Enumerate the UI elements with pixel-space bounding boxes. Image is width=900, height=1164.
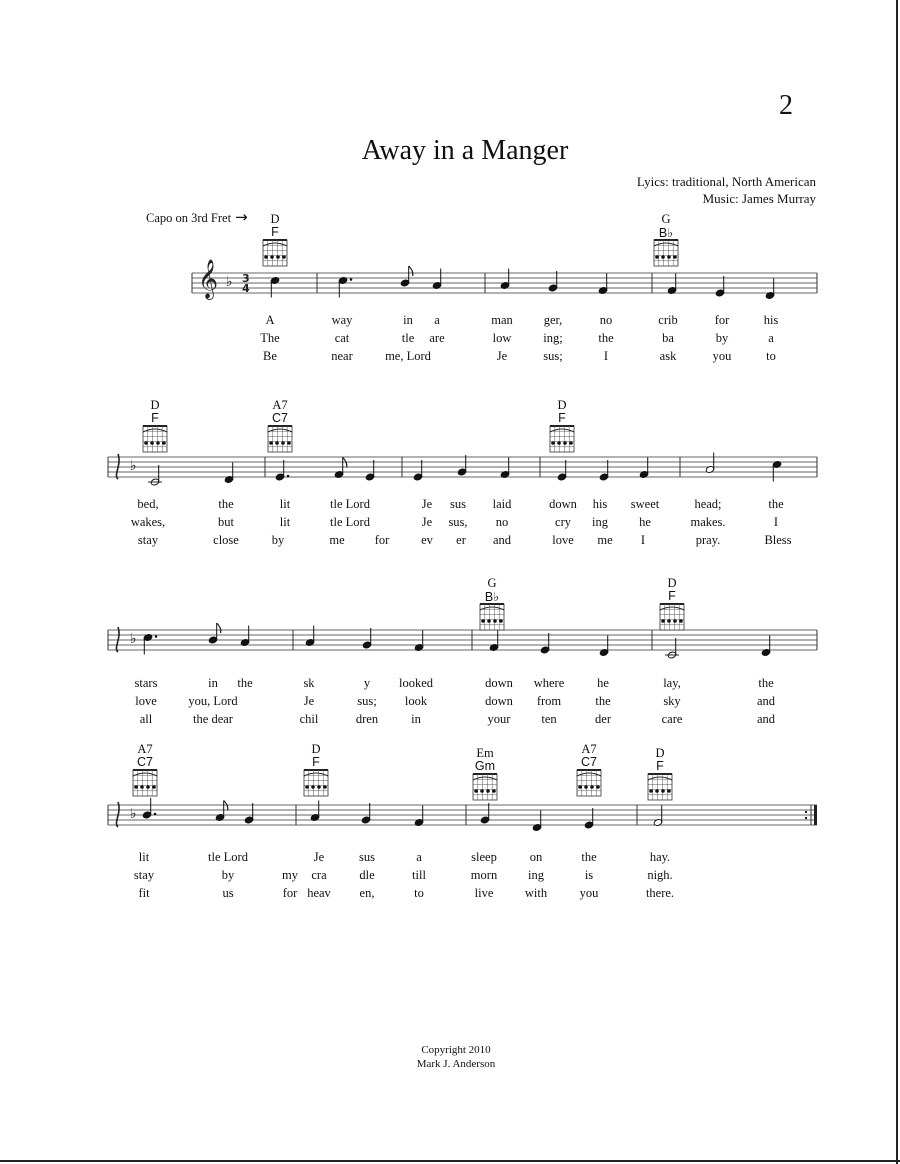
chord-diagram: [660, 604, 684, 630]
chord-name: D: [150, 398, 160, 412]
lyric-syllable: the: [598, 331, 614, 345]
chord-finger-dot: [269, 441, 273, 445]
chord-diagram: [577, 770, 601, 796]
lyric-syllable: you, Lord: [188, 694, 238, 708]
lyric-syllable: the: [581, 850, 597, 864]
lyric-syllable: ing: [592, 515, 608, 529]
lyric-syllable: he: [597, 676, 609, 690]
lyric-syllable: wakes,: [130, 515, 166, 529]
lyric-syllable: me: [329, 533, 345, 547]
chord-diagram: [304, 770, 328, 796]
lyric-syllable: the: [237, 676, 253, 690]
lyric-syllable: cat: [334, 331, 350, 345]
note-dot: [154, 813, 157, 816]
lyric-syllable: Je: [421, 497, 433, 511]
chord-shape-name: F: [558, 411, 566, 425]
chord-finger-dot: [679, 619, 683, 623]
lyric-syllable: heav: [307, 886, 331, 900]
chord-finger-dot: [667, 789, 671, 793]
chord-finger-dot: [317, 785, 321, 789]
lyric-syllable: tle Lord: [330, 515, 370, 529]
lyric-syllable: ba: [662, 331, 674, 345]
chord-name: D: [655, 746, 665, 760]
chord-finger-dot: [276, 255, 280, 259]
lyric-syllable: all: [139, 712, 153, 726]
chord-finger-dot: [474, 789, 478, 793]
lyric-syllable: down: [485, 694, 513, 708]
lyric-syllable: ask: [659, 349, 677, 363]
lyric-syllable: der: [595, 712, 611, 726]
lyric-syllable: bed,: [137, 497, 159, 511]
chord-finger-dot: [162, 441, 166, 445]
note-flag: [409, 266, 413, 276]
chord-finger-dot: [480, 789, 484, 793]
chord-finger-dot: [134, 785, 138, 789]
chord-finger-dot: [270, 255, 274, 259]
note-flag: [217, 623, 221, 633]
lyric-syllable: care: [661, 712, 683, 726]
flat-icon: ♭: [130, 458, 137, 474]
lyric-syllable: sleep: [471, 850, 497, 864]
lyric-syllable: I: [773, 515, 779, 529]
lyric-syllable: Be: [263, 349, 277, 363]
lyric-syllable: me: [597, 533, 613, 547]
chord-finger-dot: [146, 785, 150, 789]
lyric-syllable: there.: [645, 886, 675, 900]
lyric-syllable: your: [487, 712, 511, 726]
flat-icon: ♭: [226, 274, 233, 290]
lyric-syllable: A: [265, 313, 275, 327]
chord-diagram: [268, 426, 292, 452]
chord-finger-dot: [282, 255, 286, 259]
chord-shape-name: F: [656, 759, 664, 773]
repeat-dot: [805, 811, 807, 813]
lyric-syllable: down: [485, 676, 513, 690]
chord-finger-dot: [673, 619, 677, 623]
music-credit: Music: James Murray: [702, 191, 816, 206]
lyric-syllable: The: [260, 331, 280, 345]
flat-icon: ♭: [130, 806, 137, 822]
lyrics-credit: Lyics: traditional, North American: [636, 174, 816, 189]
lyric-syllable: a: [434, 313, 440, 327]
lyric-syllable: till: [412, 868, 426, 882]
lyric-syllable: sweet: [630, 497, 660, 511]
chord-finger-dot: [649, 789, 653, 793]
lyric-syllable: to: [766, 349, 776, 363]
treble-clef-icon: [116, 802, 119, 827]
chord-finger-dot: [281, 441, 285, 445]
chord-finger-dot: [563, 441, 567, 445]
chord-finger-dot: [140, 785, 144, 789]
lyric-syllable: en,: [359, 886, 375, 900]
footer: [0, 1043, 900, 1071]
note-dot: [155, 635, 158, 638]
chord-finger-dot: [590, 785, 594, 789]
lyric-syllable: sky: [663, 694, 681, 708]
treble-clef-icon: [116, 627, 119, 652]
lyric-syllable: me, Lord: [385, 349, 431, 363]
chord-shape-name: B♭: [484, 590, 500, 604]
lyric-syllable: the: [758, 676, 774, 690]
time-signature-top: 3: [242, 272, 250, 285]
note-dot: [350, 278, 353, 281]
chord-name: A7: [272, 398, 288, 412]
chord-diagram: [143, 426, 167, 452]
chord-name: G: [661, 212, 671, 226]
chord-finger-dot: [487, 619, 491, 623]
chord-finger-dot: [661, 789, 665, 793]
time-signature-bottom: 4: [242, 282, 250, 295]
lyric-syllable: cra: [311, 868, 327, 882]
lyric-syllable: for: [282, 886, 298, 900]
chord-finger-dot: [673, 255, 677, 259]
note-dot: [287, 475, 290, 478]
lyric-syllable: the: [218, 497, 234, 511]
lyric-syllable: and: [756, 694, 776, 708]
lyric-syllable: head;: [694, 497, 722, 511]
lyric-syllable: to: [414, 886, 424, 900]
chord-diagram: [550, 426, 574, 452]
lyric-syllable: but: [218, 515, 234, 529]
chord-shape-name: F: [271, 225, 279, 239]
lyric-syllable: ger,: [543, 313, 563, 327]
chord-name: A7: [581, 742, 597, 756]
chord-finger-dot: [275, 441, 279, 445]
chord-shape-name: F: [312, 755, 320, 769]
lyric-syllable: Je: [313, 850, 325, 864]
lyric-syllable: the: [595, 694, 611, 708]
lyric-syllable: no: [495, 515, 509, 529]
chord-finger-dot: [481, 619, 485, 623]
lyric-syllable: dren: [355, 712, 379, 726]
lyric-syllable: sus: [359, 850, 375, 864]
lyric-syllable: ev: [421, 533, 433, 547]
lyric-syllable: ing: [528, 868, 544, 882]
lyric-syllable: stars: [134, 676, 158, 690]
lyric-syllable: no: [599, 313, 613, 327]
chord-finger-dot: [311, 785, 315, 789]
chord-finger-dot: [661, 619, 665, 623]
lyric-syllable: you: [712, 349, 732, 363]
lyric-syllable: low: [492, 331, 512, 345]
chord-finger-dot: [493, 619, 497, 623]
lyric-syllable: on: [529, 850, 543, 864]
lyric-syllable: look: [404, 694, 428, 708]
chord-finger-dot: [551, 441, 555, 445]
lyric-syllable: ing;: [543, 331, 563, 345]
lyric-syllable: with: [524, 886, 548, 900]
lyric-syllable: Je: [496, 349, 508, 363]
chord-finger-dot: [156, 441, 160, 445]
lyric-syllable: tle Lord: [208, 850, 248, 864]
lyric-syllable: his: [763, 313, 779, 327]
chord-name: D: [311, 742, 321, 756]
lyric-syllable: his: [592, 497, 608, 511]
lyric-syllable: crib: [658, 313, 678, 327]
chord-finger-dot: [584, 785, 588, 789]
lyric-syllable: for: [374, 533, 390, 547]
lyric-syllable: I: [640, 533, 646, 547]
chord-finger-dot: [287, 441, 291, 445]
lyric-syllable: sus;: [357, 694, 377, 708]
lyric-syllable: pray.: [695, 533, 721, 547]
lyric-syllable: Je: [303, 694, 315, 708]
chord-finger-dot: [499, 619, 503, 623]
chord-shape-name: C7: [137, 755, 153, 769]
lyric-syllable: is: [584, 868, 594, 882]
chord-name: D: [667, 576, 677, 590]
chord-finger-dot: [596, 785, 600, 789]
chord-finger-dot: [305, 785, 309, 789]
lyric-syllable: I: [603, 349, 609, 363]
lyric-syllable: tle: [401, 331, 415, 345]
lyric-syllable: dle: [359, 868, 375, 882]
chord-finger-dot: [578, 785, 582, 789]
lyric-syllable: my: [282, 868, 298, 882]
chord-name: D: [270, 212, 280, 226]
lyric-syllable: and: [756, 712, 776, 726]
lyric-syllable: lit: [279, 497, 291, 511]
chord-finger-dot: [557, 441, 561, 445]
repeat-dot: [805, 817, 807, 819]
chord-finger-dot: [486, 789, 490, 793]
lyric-syllable: sk: [303, 676, 315, 690]
chord-shape-name: F: [668, 589, 676, 603]
chord-finger-dot: [264, 255, 268, 259]
lyric-syllable: a: [768, 331, 774, 345]
chord-shape-name: B♭: [658, 226, 674, 240]
author: Mark J. Anderson: [416, 1058, 496, 1070]
chord-shape-name: F: [151, 411, 159, 425]
lyric-syllable: in: [208, 676, 218, 690]
chord-diagram: [654, 240, 678, 266]
lyric-syllable: live: [474, 886, 494, 900]
chord-shape-name: C7: [272, 411, 288, 425]
chord-finger-dot: [667, 619, 671, 623]
lyric-syllable: he: [639, 515, 651, 529]
note-flag: [224, 801, 228, 811]
chord-shape-name: Gm: [474, 759, 496, 773]
lyric-syllable: lit: [138, 850, 150, 864]
lyric-syllable: Je: [421, 515, 433, 529]
lyric-syllable: by: [271, 533, 285, 547]
lyric-syllable: fit: [138, 886, 150, 900]
chord-finger-dot: [569, 441, 573, 445]
lyric-syllable: makes.: [690, 515, 726, 529]
copyright: Copyright 2010: [421, 1044, 491, 1056]
lyric-syllable: in: [411, 712, 421, 726]
lyric-syllable: lit: [279, 515, 291, 529]
song-title: Away in a Manger: [361, 135, 569, 166]
lyric-syllable: stay: [133, 868, 155, 882]
lyric-syllable: cry: [555, 515, 571, 529]
chord-shape-name: C7: [581, 755, 597, 769]
lyric-syllable: morn: [470, 868, 498, 882]
lyric-syllable: Bless: [764, 533, 792, 547]
lyric-syllable: for: [714, 313, 730, 327]
lyric-syllable: by: [715, 331, 729, 345]
lyric-syllable: sus: [450, 497, 466, 511]
chord-finger-dot: [323, 785, 327, 789]
chord-diagram: [473, 774, 497, 800]
chord-finger-dot: [661, 255, 665, 259]
chord-finger-dot: [667, 255, 671, 259]
chord-name: Em: [476, 746, 494, 760]
chord-name: D: [557, 398, 567, 412]
lyric-syllable: in: [403, 313, 413, 327]
chord-name: G: [487, 576, 497, 590]
lyric-syllable: chil: [299, 712, 319, 726]
lyric-syllable: you: [579, 886, 599, 900]
treble-clef-icon: [116, 454, 119, 479]
lyric-syllable: ten: [541, 712, 557, 726]
note-flag: [343, 458, 347, 468]
final-bar-thick: [814, 805, 817, 825]
lyric-syllable: down: [549, 497, 577, 511]
lyric-syllable: nigh.: [647, 868, 673, 882]
chord-diagram: [648, 774, 672, 800]
lyric-syllable: stay: [137, 533, 159, 547]
lyric-syllable: sus,: [448, 515, 468, 529]
chord-finger-dot: [150, 441, 154, 445]
lyric-syllable: a: [416, 850, 422, 864]
lyric-syllable: us: [222, 886, 234, 900]
lyric-syllable: tle Lord: [330, 497, 370, 511]
lyric-syllable: the dear: [193, 712, 233, 726]
lyric-syllable: y: [363, 676, 371, 690]
chord-finger-dot: [655, 255, 659, 259]
chord-name: A7: [137, 742, 153, 756]
lyric-syllable: sus;: [543, 349, 563, 363]
lyric-syllable: the: [768, 497, 784, 511]
flat-icon: ♭: [130, 631, 137, 647]
chord-finger-dot: [144, 441, 148, 445]
right-arrow-icon: →: [235, 208, 248, 226]
lyric-syllable: by: [221, 868, 235, 882]
lyric-syllable: and: [492, 533, 512, 547]
lyric-syllable: from: [536, 694, 562, 708]
lyric-syllable: near: [331, 349, 353, 363]
lyric-syllable: hay.: [649, 850, 671, 864]
chord-diagram: [480, 604, 504, 630]
lyric-syllable: er: [456, 533, 466, 547]
lyric-syllable: laid: [492, 497, 512, 511]
treble-clef-icon: 𝄞: [197, 259, 219, 299]
lyric-syllable: where: [533, 676, 565, 690]
chord-finger-dot: [492, 789, 496, 793]
lyric-syllable: looked: [398, 676, 434, 690]
chord-diagram: [263, 240, 287, 266]
lyric-syllable: lay,: [663, 676, 681, 690]
page-number: 2: [779, 90, 793, 121]
capo-text: Capo on 3rd Fret: [146, 211, 232, 225]
lyric-syllable: love: [135, 694, 157, 708]
lyric-syllable: man: [491, 313, 513, 327]
lyric-syllable: are: [429, 331, 445, 345]
lyric-syllable: close: [213, 533, 239, 547]
chord-finger-dot: [152, 785, 156, 789]
chord-diagram: [133, 770, 157, 796]
lyric-syllable: love: [552, 533, 574, 547]
chord-finger-dot: [655, 789, 659, 793]
lyric-syllable: way: [331, 313, 353, 327]
